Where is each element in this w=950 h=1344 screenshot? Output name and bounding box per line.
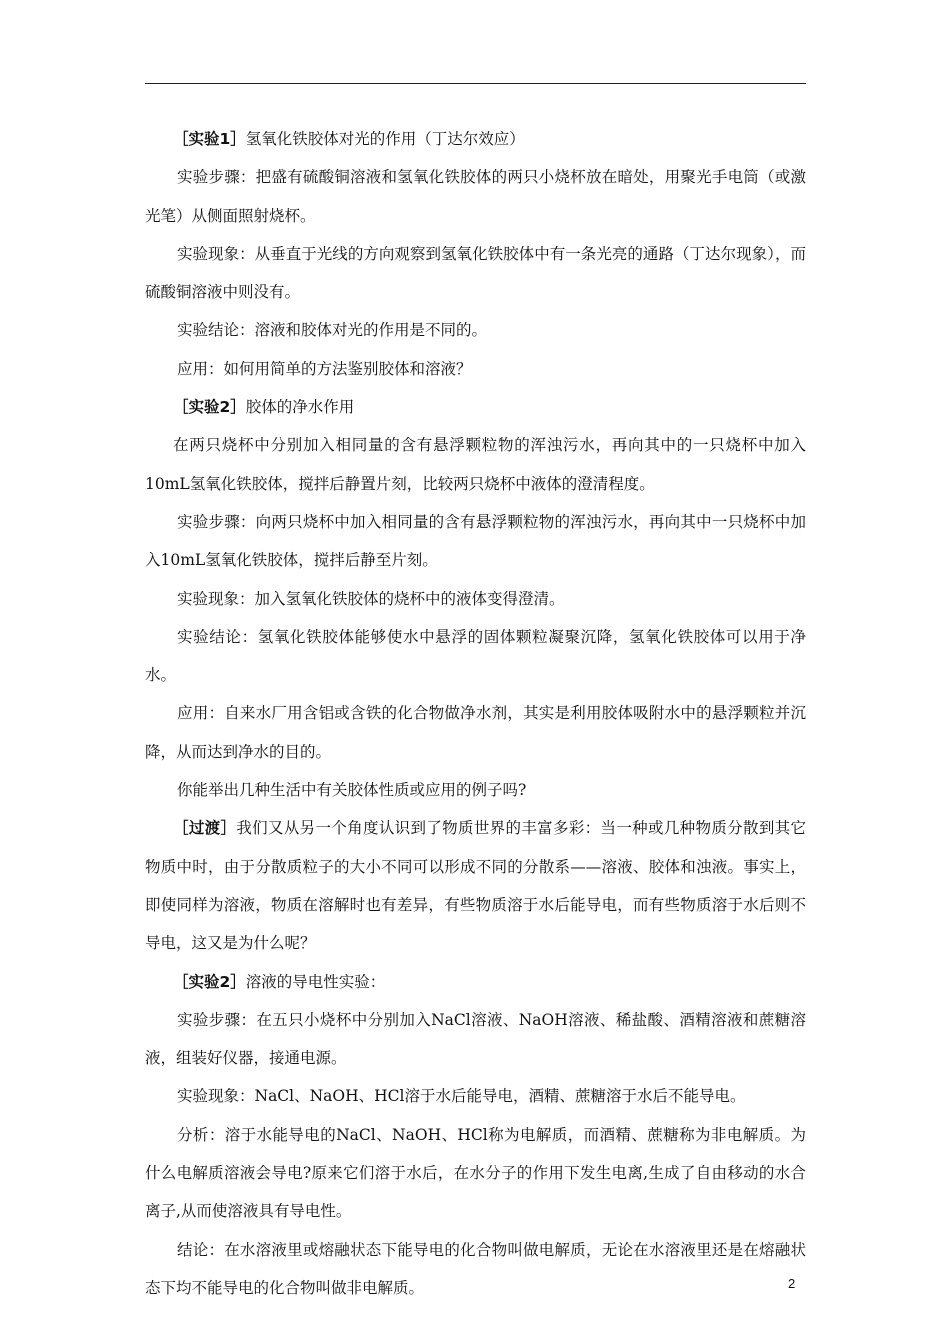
paragraph-text: 应用：如何用简单的方法鉴别胶体和溶液？ [177, 359, 472, 378]
page-number: 2 [788, 1276, 796, 1291]
paragraph [145, 963, 806, 1001]
paragraph [145, 1231, 806, 1308]
paragraph-text: 实验现象：加入氢氧化铁胶体的烧杯中的液体变得澄清。 [177, 589, 565, 608]
paragraph-text: 你能举出几种生活中有关胶体性质或应用的例子吗? [177, 781, 527, 800]
paragraph-text: 实验结论：氢氧化铁胶体能够使水中悬浮的固体颗粒凝聚沉降，氢氧化铁胶体可以用于净水。 [145, 627, 806, 685]
paragraph-text: 实验现象：从垂直于光线的方向观察到氢氧化铁胶体中有一条光亮的通路（丁达尔现象），而硫酸铜溶液中则没有。 [145, 244, 806, 302]
paragraph [145, 426, 806, 503]
paragraph [145, 694, 806, 771]
header-rule [145, 83, 806, 84]
document-body [145, 120, 806, 1307]
paragraph [145, 350, 806, 388]
section-label: ［实验2］ [173, 398, 246, 417]
paragraph-text: 分析：溶于水能导电的NaCl、NaOH、HCl称为电解质，而酒精、蔗糖称为非电解质。为什么电解质溶液会导电?原来它们溶于水后，在水分子的作用下发生电离,生成了自由移动的水合离子,从而使溶液具有导电性。 [145, 1125, 806, 1221]
paragraph-text: 溶液的导电性实验： [245, 972, 386, 991]
paragraph-text: 我们又从另一个角度认识到了物质世界的丰富多彩：当一种或几种物质分散到其它物质中时，由于分散质粒子的大小不同可以形成不同的分散系——溶液、胶体和浊液。事实上，即使同样为溶液，物质在溶解时也有差异，有些物质溶于水后能导电，而有些物质溶于水后则不导电，这又是为什么呢？ [145, 819, 806, 953]
paragraph-text: 应用：自来水厂用含铝或含铁的化合物做净水剂，其实是利用胶体吸附水中的悬浮颗粒并沉降，从而达到净水的目的。 [145, 704, 806, 761]
paragraph-text: 实验步骤：向两只烧杯中加入相同量的含有悬浮颗粒物的浑浊污水，再向其中一只烧杯中加入10mL氢氧化铁胶体，搅拌后静至片刻。 [145, 512, 806, 570]
paragraph-text: 结论：在水溶液里或熔融状态下能导电的化合物叫做电解质，无论在水溶液里还是在熔融状态下均不能导电的化合物叫做非电解质。 [145, 1240, 806, 1297]
paragraph [145, 580, 806, 618]
paragraph [145, 311, 806, 349]
paragraph [145, 388, 806, 426]
paragraph-text: 氢氧化铁胶体对光的作用（丁达尔效应） [245, 130, 525, 148]
paragraph [145, 120, 806, 158]
paragraph-text: 实验结论：溶液和胶体对光的作用是不同的。 [177, 321, 488, 340]
paragraph-text: 实验步骤：在五只小烧杯中分别加入NaCl溶液、NaOH溶液、稀盐酸、酒精溶液和蔗糖溶液，组装好仪器，接通电源。 [145, 1010, 806, 1068]
paragraph [145, 158, 806, 235]
section-label: ［过渡］ [173, 819, 237, 838]
paragraph [145, 503, 806, 580]
paragraph [145, 235, 806, 312]
paragraph-text: 胶体的净水作用 [245, 398, 355, 417]
paragraph [145, 1001, 806, 1078]
paragraph-text: 实验步骤：把盛有硫酸铜溶液和氢氧化铁胶体的两只小烧杯放在暗处，用聚光手电筒（或激光笔）从侧面照射烧杯。 [145, 168, 806, 225]
paragraph-text: 在两只烧杯中分别加入相同量的含有悬浮颗粒物的浑浊污水，再向其中的一只烧杯中加入10mL氢氧化铁胶体，搅拌后静置片刻，比较两只烧杯中液体的澄清程度。 [145, 436, 806, 493]
paragraph [145, 1116, 806, 1231]
paragraph [145, 1077, 806, 1115]
paragraph [145, 771, 806, 809]
section-label: ［实验2］ [173, 972, 246, 991]
section-label: ［实验1］ [173, 130, 246, 148]
paragraph [145, 618, 806, 695]
paragraph [145, 809, 806, 962]
paragraph-text: 实验现象：NaCl、NaOH、HCl溶于水后能导电，酒精、蔗糖溶于水后不能导电。 [177, 1087, 746, 1106]
